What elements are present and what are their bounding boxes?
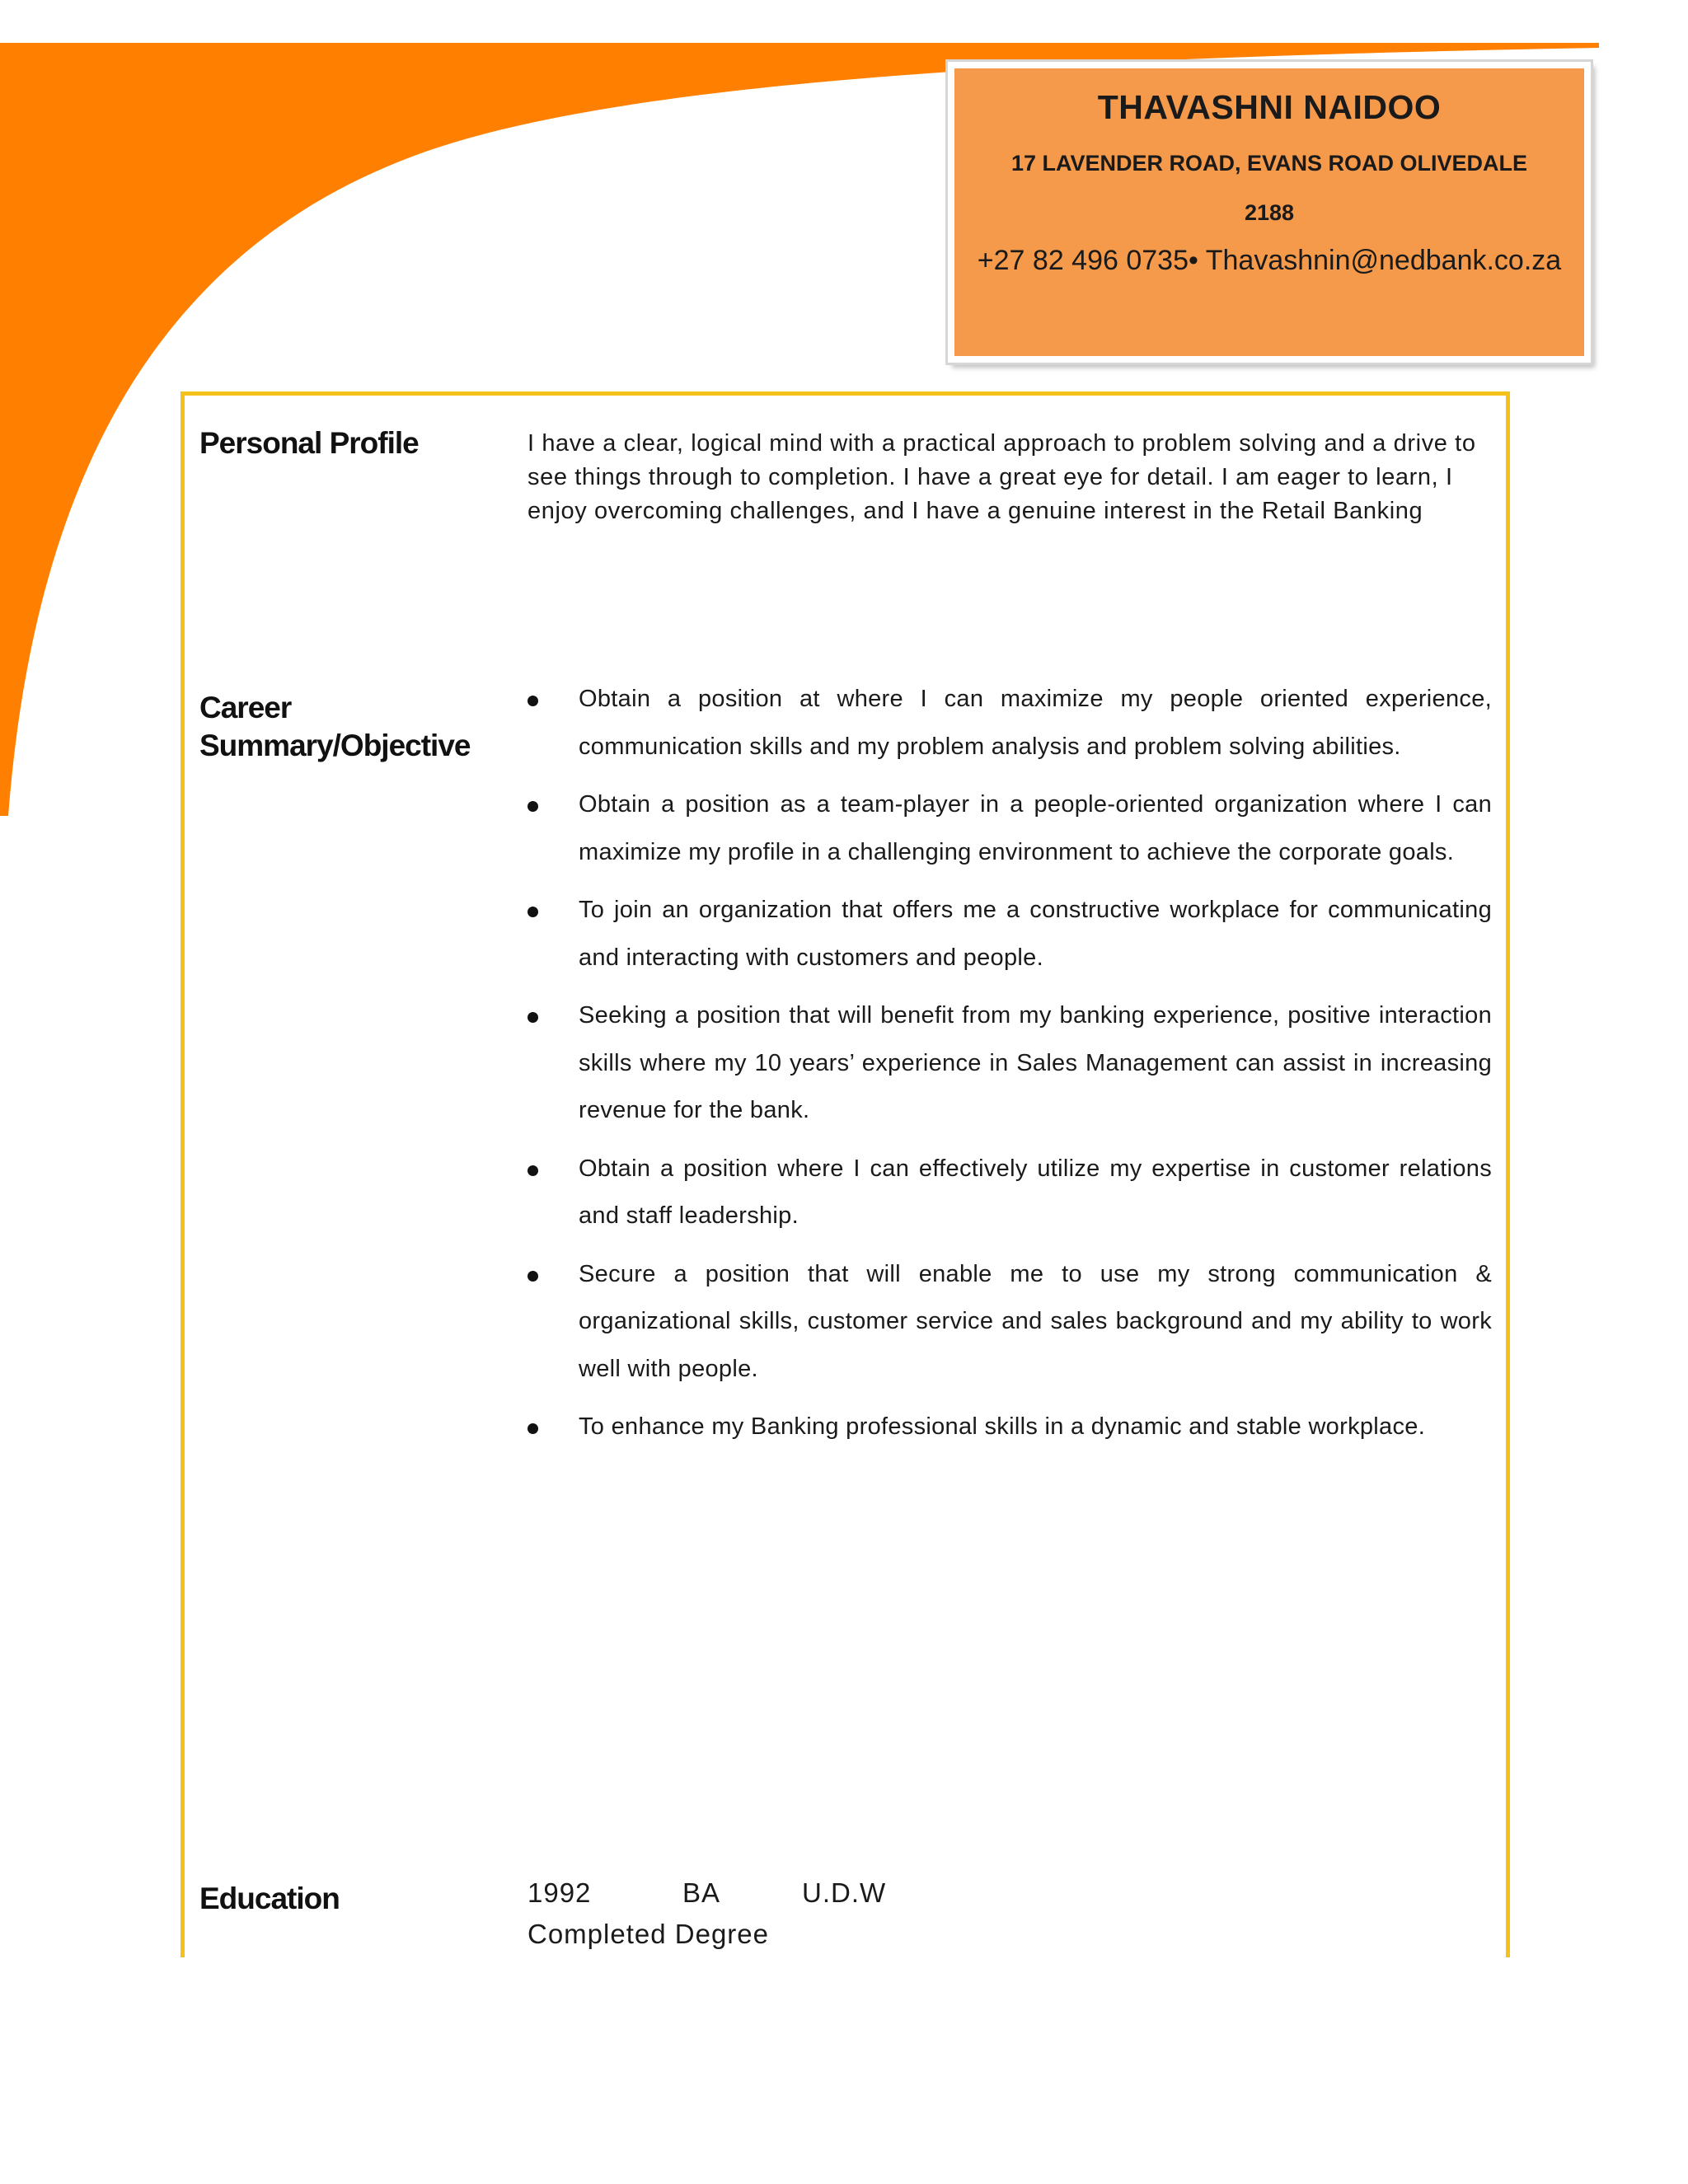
education-degree: BA xyxy=(682,1877,721,1908)
education-heading: Education xyxy=(199,1882,340,1915)
list-item: Seeking a position that will benefit from my banking experience, positive interaction skills where my 10 years’ experience in Sales Management can assist in increasing revenue for the bank. xyxy=(528,992,1492,1135)
phone-email: +27 82 496 0735• Thavashnin@nedbank.co.za xyxy=(977,245,1562,276)
postal-code: 2188 xyxy=(1244,200,1295,225)
list-item: To join an organization that offers me a constructive workplace for communicating and interacting with customers and people. xyxy=(528,887,1492,982)
list-item: Obtain a position at where I can maximize my people oriented experience, communication skills and my problem analysis and problem solving abilities. xyxy=(528,676,1492,771)
education-year: 1992 xyxy=(528,1877,592,1908)
applicant-name: THAVASHNI NAIDOO xyxy=(1097,88,1442,126)
personal-profile-heading: Personal Profile xyxy=(199,426,419,460)
list-item: Obtain a position as a team-player in a people-oriented organization where I can maximize my profile in a challenging environment to achieve the corporate goals. xyxy=(528,781,1492,876)
bullet-icon xyxy=(528,1012,538,1023)
personal-profile-text: I have a clear, logical mind with a practical approach to problem solving and a drive to see things through to completion. I have a great eye for detail. I am eager to learn, I enjoy overcoming challenges, and I have a genuine interest in the Retail Banking xyxy=(528,430,1476,524)
contact-card xyxy=(948,62,1591,363)
career-summary-heading: Career Summary/Objective xyxy=(199,691,471,762)
list-item: Secure a position that will enable me to use my strong communication & organizational skills, customer service and sales background and my ability to work well with people. xyxy=(528,1251,1492,1394)
list-item: Obtain a position where I can effectively utilize my expertise in customer relations and staff leadership. xyxy=(528,1146,1492,1240)
bullet-icon xyxy=(528,1271,538,1282)
education-institution: U.D.W xyxy=(802,1877,887,1908)
list-item: To enhance my Banking professional skills in a dynamic and stable workplace. xyxy=(528,1404,1492,1451)
bullet-icon xyxy=(528,1423,538,1434)
bullet-icon xyxy=(528,1165,538,1176)
bullet-icon xyxy=(528,696,538,706)
bullet-icon xyxy=(528,801,538,812)
address: 17 LAVENDER ROAD, EVANS ROAD OLIVEDALE xyxy=(1010,151,1528,176)
bullet-icon xyxy=(528,907,538,917)
career-objectives-list xyxy=(528,676,1492,1462)
education-status: Completed Degree xyxy=(528,1919,769,1949)
